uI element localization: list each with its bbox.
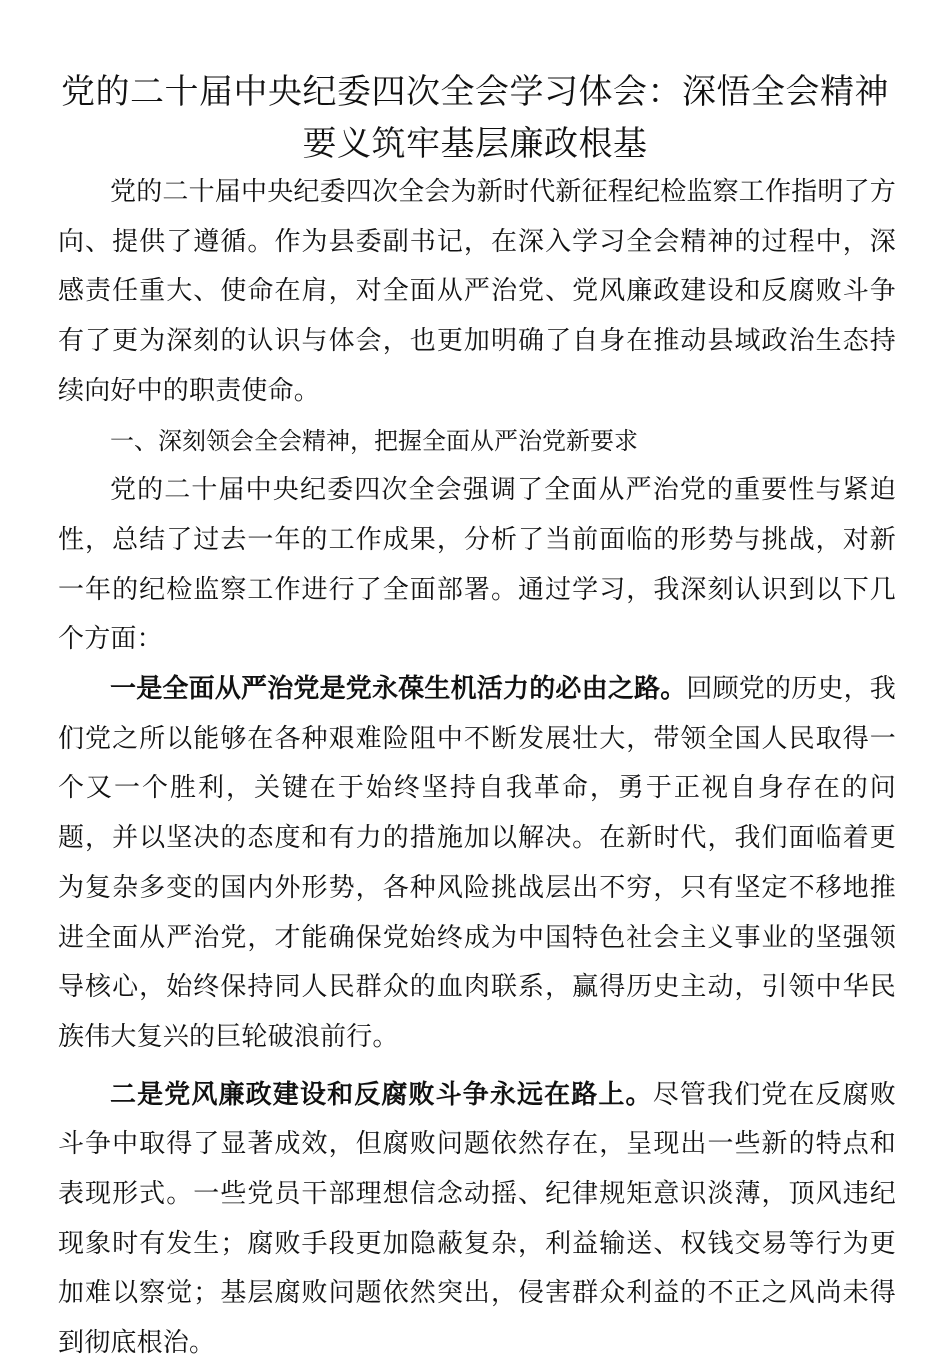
point-2-paragraph (58, 1071, 896, 1369)
point-1-text: 回顾党的历史，我们党之所以能够在各种艰难险阻中不断发展壮大，带领全国人民取得一个又一个胜利，关键在于始终坚持自我革命，勇于正视自身存在的问题，并以坚决的态度和有力的措施加以解决。在新时代，我们面临着更为复杂多变的国内外形势，各种风险挑战层出不穷，只有坚定不移地推进全面从严治党，才能确保党始终成为中国特色社会主义事业的坚强领导核心，始终保持同人民群众的血肉联系，赢得历史主动，引领中华民族伟大复兴的巨轮破浪前行。 (58, 674, 897, 1052)
point-2-lead: 二是党风廉政建设和反腐败斗争永远在路上。 (110, 1079, 653, 1110)
section-heading-1: 一、深刻领会全会精神，把握全面从严治党新要求 (110, 426, 638, 455)
point-1-paragraph (58, 665, 896, 1063)
document-body (58, 168, 896, 1369)
intro-paragraph: 党的二十届中央纪委四次全会为新时代新征程纪检监察工作指明了方向、提供了遵循。作为县委副书记，在深入学习全会精神的过程中，深感责任重大、使命在肩，对全面从严治党、党风廉政建设和反腐败斗争有了更为深刻的认识与体会，也更加明确了自身在推动县域政治生态持续向好中的职责使命。 (58, 177, 897, 406)
document-title: 党的二十届中央纪委四次全会学习体会：深悟全会精神要义筑牢基层廉政根基 (61, 72, 889, 164)
section-1-paragraph: 党的二十届中央纪委四次全会强调了全面从严治党的重要性与紧迫性，总结了过去一年的工作成果，分析了当前面临的形势与挑战，对新一年的纪检监察工作进行了全面部署。通过学习，我深刻认识到以下几个方面： (58, 475, 896, 655)
point-1-lead: 一是全面从严治党是党永葆生机活力的必由之路。 (110, 674, 687, 705)
point-2-text: 尽管我们党在反腐败斗争中取得了显著成效，但腐败问题依然存在，呈现出一些新的特点和表现形式。一些党员干部理想信念动摇、纪律规矩意识淡薄，顶风违纪现象时有发生；腐败手段更加隐蔽复杂，利益输送、权钱交易等行为更加难以察觉；基层腐败问题依然突出，侵害群众利益的不正之风尚未得到彻底根治。 (58, 1079, 896, 1359)
